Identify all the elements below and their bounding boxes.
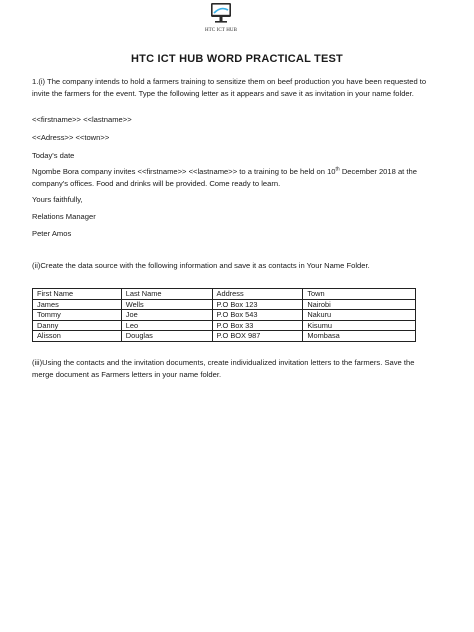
monitor-icon <box>199 2 243 28</box>
cell-last-name: Leo <box>121 320 212 331</box>
letter-name-fields: <<firstname>> <<lastname>> <box>32 115 132 124</box>
header-address: Address <box>212 289 303 300</box>
contacts-table <box>32 288 416 342</box>
cell-town: Mombasa <box>303 331 416 342</box>
cell-last-name: Douglas <box>121 331 212 342</box>
letter-address-fields: <<Adress>> <<town>> <box>32 133 110 142</box>
cell-last-name: Joe <box>121 310 212 321</box>
header-last-name: Last Name <box>121 289 212 300</box>
letter-role: Relations Manager <box>32 212 96 221</box>
question-3: (iii)Using the contacts and the invitation documents, create individualized invitation letters to the farmers. Save the merge document as Farmers letters in your name folder. <box>32 358 415 379</box>
header-first-name: First Name <box>33 289 122 300</box>
letter-closing: Yours faithfully, <box>32 195 83 204</box>
table-row <box>33 310 416 321</box>
letter-body-end: December 2018 at the company's offices. Food and drinks will be provided. Come ready to learn. <box>32 167 417 188</box>
table-row <box>33 320 416 331</box>
question-1: 1.(i) The company intends to hold a farmers training to sensitize them on beef production you have been requested to invite the farmers for the event. Type the following letter as it appears and save it as invitation in your name folder. <box>32 77 427 98</box>
question-2: (ii)Create the data source with the following information and save it as contacts in Your Name Folder. <box>32 261 370 270</box>
cell-last-name: Wells <box>121 299 212 310</box>
table-row <box>33 299 416 310</box>
letter-body-start: Ngombe Bora company invites <<firstname>> <<lastname>> to a training to be held on 10 <box>32 167 336 176</box>
page-title: HTC ICT HUB WORD PRACTICAL TEST <box>131 53 343 65</box>
letter-body <box>32 166 428 189</box>
cell-address: P.O Box 33 <box>212 320 303 331</box>
logo <box>199 2 243 38</box>
header-town: Town <box>303 289 416 300</box>
cell-first-name: Alisson <box>33 331 122 342</box>
cell-town: Nakuru <box>303 310 416 321</box>
cell-address: P.O BOX 987 <box>212 331 303 342</box>
cell-first-name: Danny <box>33 320 122 331</box>
logo-text: HTC ICT HUB <box>204 28 238 33</box>
letter-date: Today's date <box>32 151 75 160</box>
letter-signatory: Peter Amos <box>32 229 72 238</box>
cell-town: Nairobi <box>303 299 416 310</box>
cell-address: P.O Box 123 <box>212 299 303 310</box>
cell-town: Kisumu <box>303 320 416 331</box>
table-row <box>33 331 416 342</box>
cell-address: P.O Box 543 <box>212 310 303 321</box>
cell-first-name: James <box>33 299 122 310</box>
table-header-row <box>33 289 416 300</box>
cell-first-name: Tommy <box>33 310 122 321</box>
date-ordinal-suffix: th <box>335 166 340 173</box>
